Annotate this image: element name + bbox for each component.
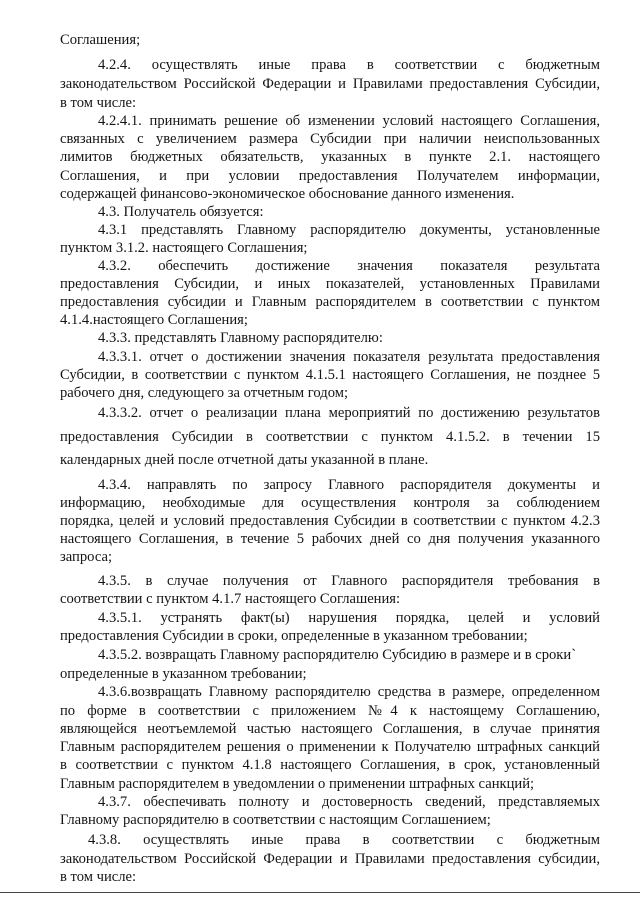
text-line: Субсидии, в соответствии с пунктом 4.1.5.1 настоящего Соглашения, не позднее 5 xyxy=(60,367,600,383)
text-line: в том числе: xyxy=(60,95,137,111)
text-line: предоставления субсидии и Главным распорядителем в соответствии с пунктом xyxy=(60,294,600,310)
text-line: законодательством Российской Федерации и Правилами предоставления субсидии, xyxy=(60,851,600,867)
text-line: законодательством Российской Федерации и Правилами предоставления Субсидии, xyxy=(60,76,600,92)
paragraph-4-3-7: 4.3.7. обеспечивать полноту и достоверность сведений, представляемых xyxy=(98,794,600,810)
text-line: лимитов бюджетных обязательств, указанных в пункте 2.1. настоящего xyxy=(60,149,600,165)
text-line: рабочего дня, следующего за отчетным годом; xyxy=(60,385,348,401)
text-line: порядка, целей и условий предоставления Субсидии в соответствии с пунктом 4.2.3 xyxy=(60,513,600,529)
text-line: Соглашения; xyxy=(60,32,141,48)
text-line: в том числе: xyxy=(60,869,137,885)
text-line: содержащей финансово-экономическое обоснование данного изменения. xyxy=(60,186,515,202)
page-edge-line xyxy=(0,892,640,893)
text-line: предоставления Субсидии, и иных показателей, установленных Правилами xyxy=(60,276,600,292)
text-line: календарных дней после отчетной даты указанной в плане. xyxy=(60,452,429,468)
text-line: соответствии с пунктом 4.1.7 настоящего Соглашения: xyxy=(60,591,401,607)
paragraph-4-3-8: 4.3.8. осуществлять иные права в соответствии с бюджетным xyxy=(88,832,600,848)
text-line: Главным распорядителем решения о применении к Получателю штрафных санкций xyxy=(60,739,600,755)
paragraph-4-3-4: 4.3.4. направлять по запросу Главного распорядителя документы и xyxy=(98,477,600,493)
text-line: в соответствии с пунктом 4.1.8 настоящего Соглашения, в срок, установленный xyxy=(60,757,600,773)
paragraph-4-3-1: 4.3.1 представлять Главному распорядителю документы, установленные xyxy=(98,222,600,238)
paragraph-4-3-3-1: 4.3.3.1. отчет о достижении значения показателя результата предоставления xyxy=(98,349,600,365)
paragraph-4-3-2: 4.3.2. обеспечить достижение значения показателя результата xyxy=(98,258,600,274)
text-line: Соглашения, и при условии предоставления Получателем информации, xyxy=(60,168,600,184)
paragraph-4-3-5-1: 4.3.5.1. устранять факт(ы) нарушения порядка, целей и условий xyxy=(98,610,600,626)
paragraph-4-2-4: 4.2.4. осуществлять иные права в соответствии с бюджетным xyxy=(98,57,600,73)
text-line: информацию, необходимые для осуществления контроля за соблюдением xyxy=(60,495,600,511)
text-line: Главным распорядителем в уведомлении о применении штрафных санкций; xyxy=(60,776,535,792)
text-line: определенные в указанном требовании; xyxy=(60,666,307,682)
text-line: настоящего Соглашения, в течение 5 рабочих дней со дня получения указанного xyxy=(60,531,600,547)
paragraph-4-3-3-2: 4.3.3.2. отчет о реализации плана мероприятий по достижению результатов xyxy=(98,405,600,421)
text-line: предоставления Субсидии в сроки, определенные в указанном требовании; xyxy=(60,628,528,644)
paragraph-4-2-4-1: 4.2.4.1. принимать решение об изменении условий настоящего Соглашения, xyxy=(98,113,600,129)
text-line: запроса; xyxy=(60,549,113,565)
text-line: 4.1.4.настоящего Соглашения; xyxy=(60,312,248,328)
text-line: пунктом 3.1.2. настоящего Соглашения; xyxy=(60,240,308,256)
paragraph-4-3: 4.3. Получатель обязуется: xyxy=(98,204,264,220)
paragraph-4-3-5-2: 4.3.5.2. возвращать Главному распорядителю Субсидию в размере и в сроки` xyxy=(98,647,577,663)
paragraph-4-3-5: 4.3.5. в случае получения от Главного распорядителя требования в xyxy=(98,573,600,589)
paragraph-4-3-3: 4.3.3. представлять Главному распорядителю: xyxy=(98,330,383,346)
text-line: являющейся неотъемлемой частью настоящего Соглашения, в случае принятия xyxy=(60,721,600,737)
paragraph-4-3-6: 4.3.6.возвращать Главному распорядителю средства в размере, определенном xyxy=(98,684,600,700)
text-line: предоставления Субсидии в соответствии с пунктом 4.1.5.2. в течении 15 xyxy=(60,429,600,445)
text-line: связанных с увеличением размера Субсидии при наличии неиспользованных xyxy=(60,131,600,147)
text-line: Главному распорядителю в соответствии с настоящим Соглашением; xyxy=(60,812,491,828)
text-line: по форме в соответствии с приложением №4 к настоящему Соглашению, xyxy=(60,703,600,719)
